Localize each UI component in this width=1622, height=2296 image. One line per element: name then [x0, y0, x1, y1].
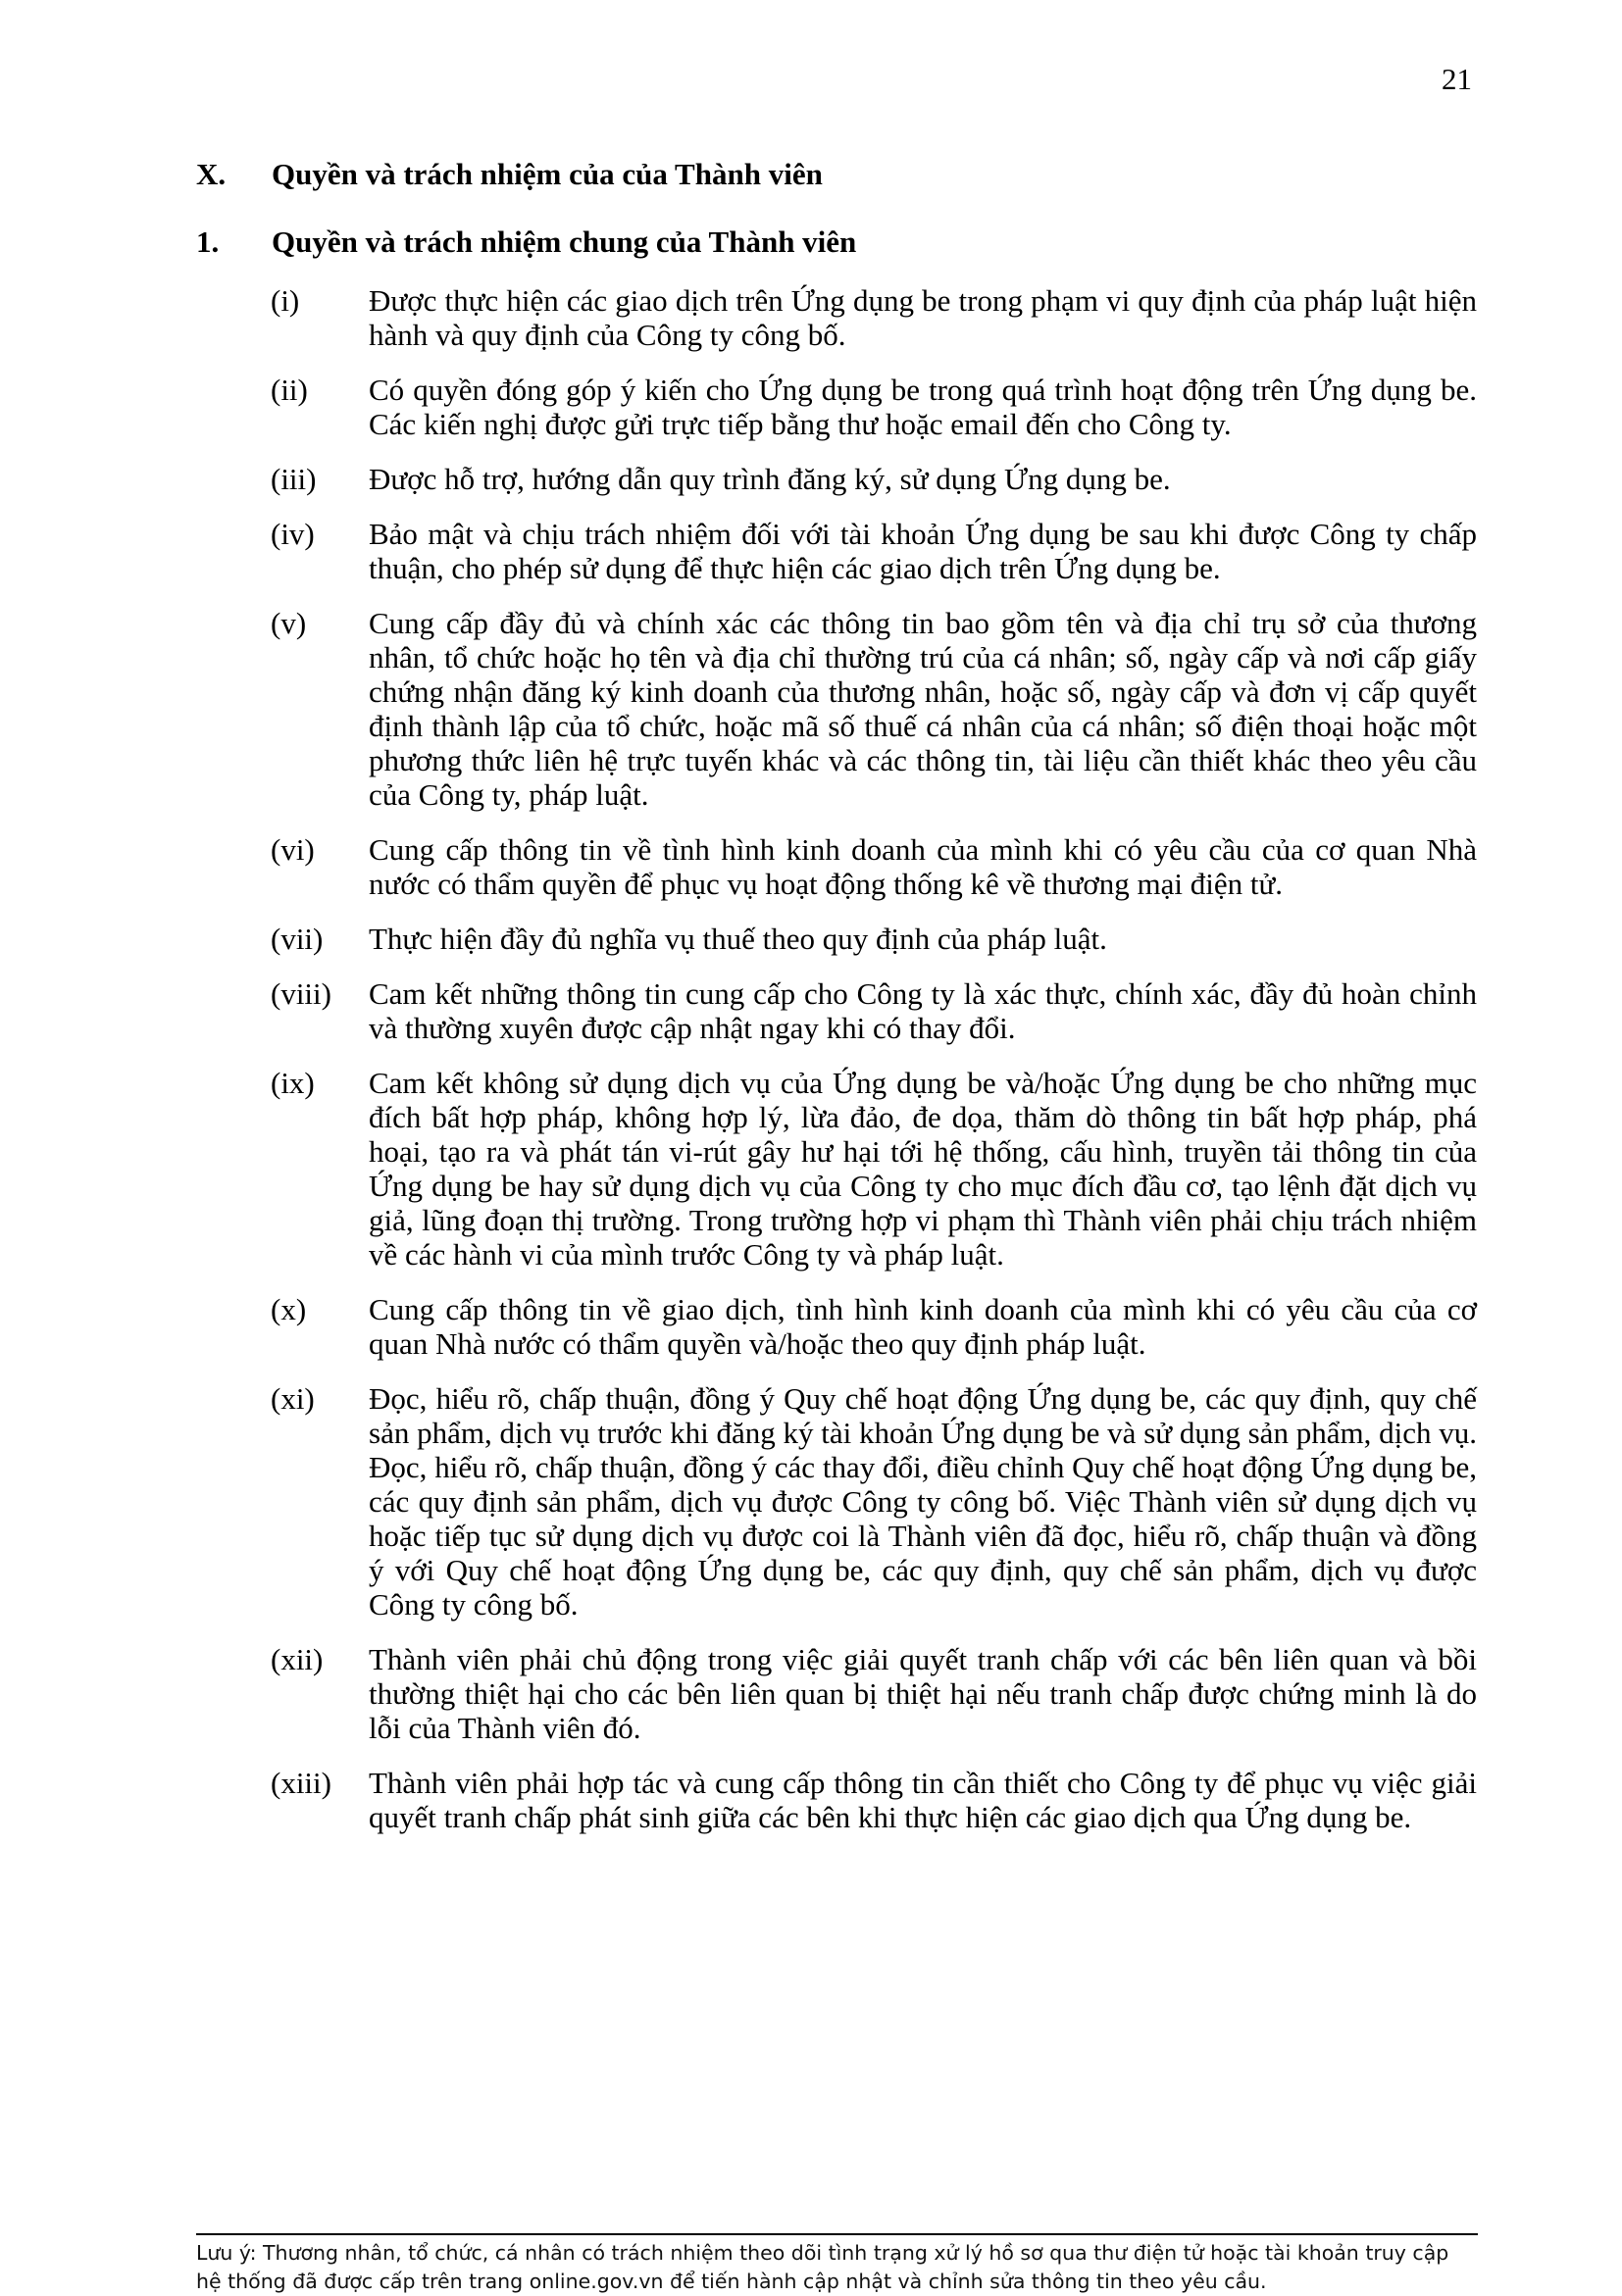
list-item-text: Cung cấp đầy đủ và chính xác các thông tin bao gồm tên và địa chỉ trụ sở của thương nhân, tổ chức hoặc họ tên và địa chỉ thường trú của cá nhân; số, ngày cấp và nơi cấp giấy chứng nhận đăng ký kinh doanh của thương nhân, hoặc số, ngày cấp và đơn vị cấp quyết định thành lập của tổ chức, hoặc mã số thuế cá nhân của cá nhân; số điện thoại hoặc một phương thức liên hệ trực tuyến khác và các thông tin, tài liệu cần thiết khác theo yêu cầu của Công ty, pháp luật.	[369, 606, 1477, 812]
list-item-label: (v)	[271, 606, 307, 640]
list-item	[271, 1642, 1477, 1745]
subsection-title: Quyền và trách nhiệm chung của Thành viên	[272, 225, 857, 259]
list-item-label: (i)	[271, 283, 300, 318]
list-item-text: Có quyền đóng góp ý kiến cho Ứng dụng be trong quá trình hoạt động trên Ứng dụng be. Các kiến nghị được gửi trực tiếp bằng thư hoặc email đến cho Công ty.	[369, 373, 1477, 441]
list-item-text: Được hỗ trợ, hướng dẫn quy trình đăng ký, sử dụng Ứng dụng be.	[369, 462, 1171, 496]
list-item-text: Cam kết không sử dụng dịch vụ của Ứng dụng be và/hoặc Ứng dụng be cho những mục đích bất hợp pháp, không hợp lý, lừa đảo, đe dọa, thăm dò thông tin bất hợp pháp, phá hoại, tạo ra và phát tán vi-rút gây hư hại tới hệ thống, cấu hình, truyền tải thông tin của Ứng dụng be hay sử dụng dịch vụ của Công ty cho mục đích đầu cơ, tạo lệnh đặt dịch vụ giả, lũng đoạn thị trường. Trong trường hợp vi phạm thì Thành viên phải chịu trách nhiệm về các hành vi của mình trước Công ty và pháp luật.	[369, 1066, 1477, 1272]
list-item	[271, 922, 1477, 956]
list-item-label: (xi)	[271, 1381, 315, 1416]
list-item	[271, 462, 1477, 496]
list-item	[271, 832, 1477, 901]
list-item-text: Cung cấp thông tin về tình hình kinh doanh của mình khi có yêu cầu của cơ quan Nhà nước có thẩm quyền để phục vụ hoạt động thống kê về thương mại điện tử.	[369, 832, 1477, 901]
list-item-label: (vii)	[271, 922, 324, 956]
list-item-label: (iii)	[271, 462, 317, 496]
list-item	[271, 373, 1477, 441]
list-item-label: (ii)	[271, 373, 308, 407]
list-item	[271, 1381, 1477, 1622]
list-item	[271, 283, 1477, 352]
list-item	[271, 976, 1477, 1045]
list-item-text: Đọc, hiểu rõ, chấp thuận, đồng ý Quy chế hoạt động Ứng dụng be, các quy định, quy chế sản phẩm, dịch vụ trước khi đăng ký tài khoản Ứng dụng be và sử dụng sản phẩm, dịch vụ. Đọc, hiểu rõ, chấp thuận, đồng ý các thay đổi, điều chỉnh Quy chế hoạt động Ứng dụng be, các quy định sản phẩm, dịch vụ được Công ty công bố. Việc Thành viên sử dụng dịch vụ hoặc tiếp tục sử dụng dịch vụ được coi là Thành viên đã đọc, hiểu rõ, chấp thuận và đồng ý với Quy chế hoạt động Ứng dụng be, các quy định, quy chế sản phẩm, dịch vụ được Công ty công bố.	[369, 1381, 1477, 1622]
section-number: X.	[196, 157, 227, 191]
rights-list	[271, 283, 1477, 1855]
list-item-label: (xiii)	[271, 1766, 331, 1800]
list-item-text: Thành viên phải chủ động trong việc giải quyết tranh chấp với các bên liên quan và bồi thường thiệt hại cho các bên liên quan bị thiệt hại nếu tranh chấp được chứng minh là do lỗi của Thành viên đó.	[369, 1642, 1477, 1745]
list-item-label: (x)	[271, 1292, 307, 1326]
list-item-label: (viii)	[271, 976, 331, 1011]
list-item	[271, 1292, 1477, 1361]
subsection-number: 1.	[196, 225, 220, 259]
list-item-label: (vi)	[271, 832, 315, 867]
list-item-text: Được thực hiện các giao dịch trên Ứng dụng be trong phạm vi quy định của pháp luật hiện hành và quy định của Công ty công bố.	[369, 283, 1477, 352]
list-item	[271, 606, 1477, 812]
list-item-text: Cung cấp thông tin về giao dịch, tình hình kinh doanh của mình khi có yêu cầu của cơ quan Nhà nước có thẩm quyền và/hoặc theo quy định pháp luật.	[369, 1292, 1477, 1361]
list-item	[271, 1766, 1477, 1834]
list-item-text: Cam kết những thông tin cung cấp cho Công ty là xác thực, chính xác, đầy đủ hoàn chỉnh và thường xuyên được cập nhật ngay khi có thay đổi.	[369, 976, 1477, 1045]
list-item-text: Thực hiện đầy đủ nghĩa vụ thuế theo quy định của pháp luật.	[369, 922, 1107, 956]
footer-note: Lưu ý: Thương nhân, tổ chức, cá nhân có trách nhiệm theo dõi tình trạng xử lý hồ sơ qua thư điện tử hoặc tài khoản truy cập hệ thống đã được cấp trên trang online.gov.vn để tiến hành cập nhật và chỉnh sửa thông tin theo yêu cầu.	[196, 2233, 1478, 2296]
section-title: Quyền và trách nhiệm của của Thành viên	[272, 157, 823, 191]
list-item	[271, 517, 1477, 585]
list-item	[271, 1066, 1477, 1272]
list-item-label: (xii)	[271, 1642, 324, 1676]
list-item-label: (ix)	[271, 1066, 315, 1100]
list-item-label: (iv)	[271, 517, 315, 551]
page-number: 21	[1442, 62, 1472, 96]
list-item-text: Bảo mật và chịu trách nhiệm đối với tài khoản Ứng dụng be sau khi được Công ty chấp thuận, cho phép sử dụng để thực hiện các giao dịch trên Ứng dụng be.	[369, 517, 1477, 585]
list-item-text: Thành viên phải hợp tác và cung cấp thông tin cần thiết cho Công ty để phục vụ việc giải quyết tranh chấp phát sinh giữa các bên khi thực hiện các giao dịch qua Ứng dụng be.	[369, 1766, 1477, 1834]
